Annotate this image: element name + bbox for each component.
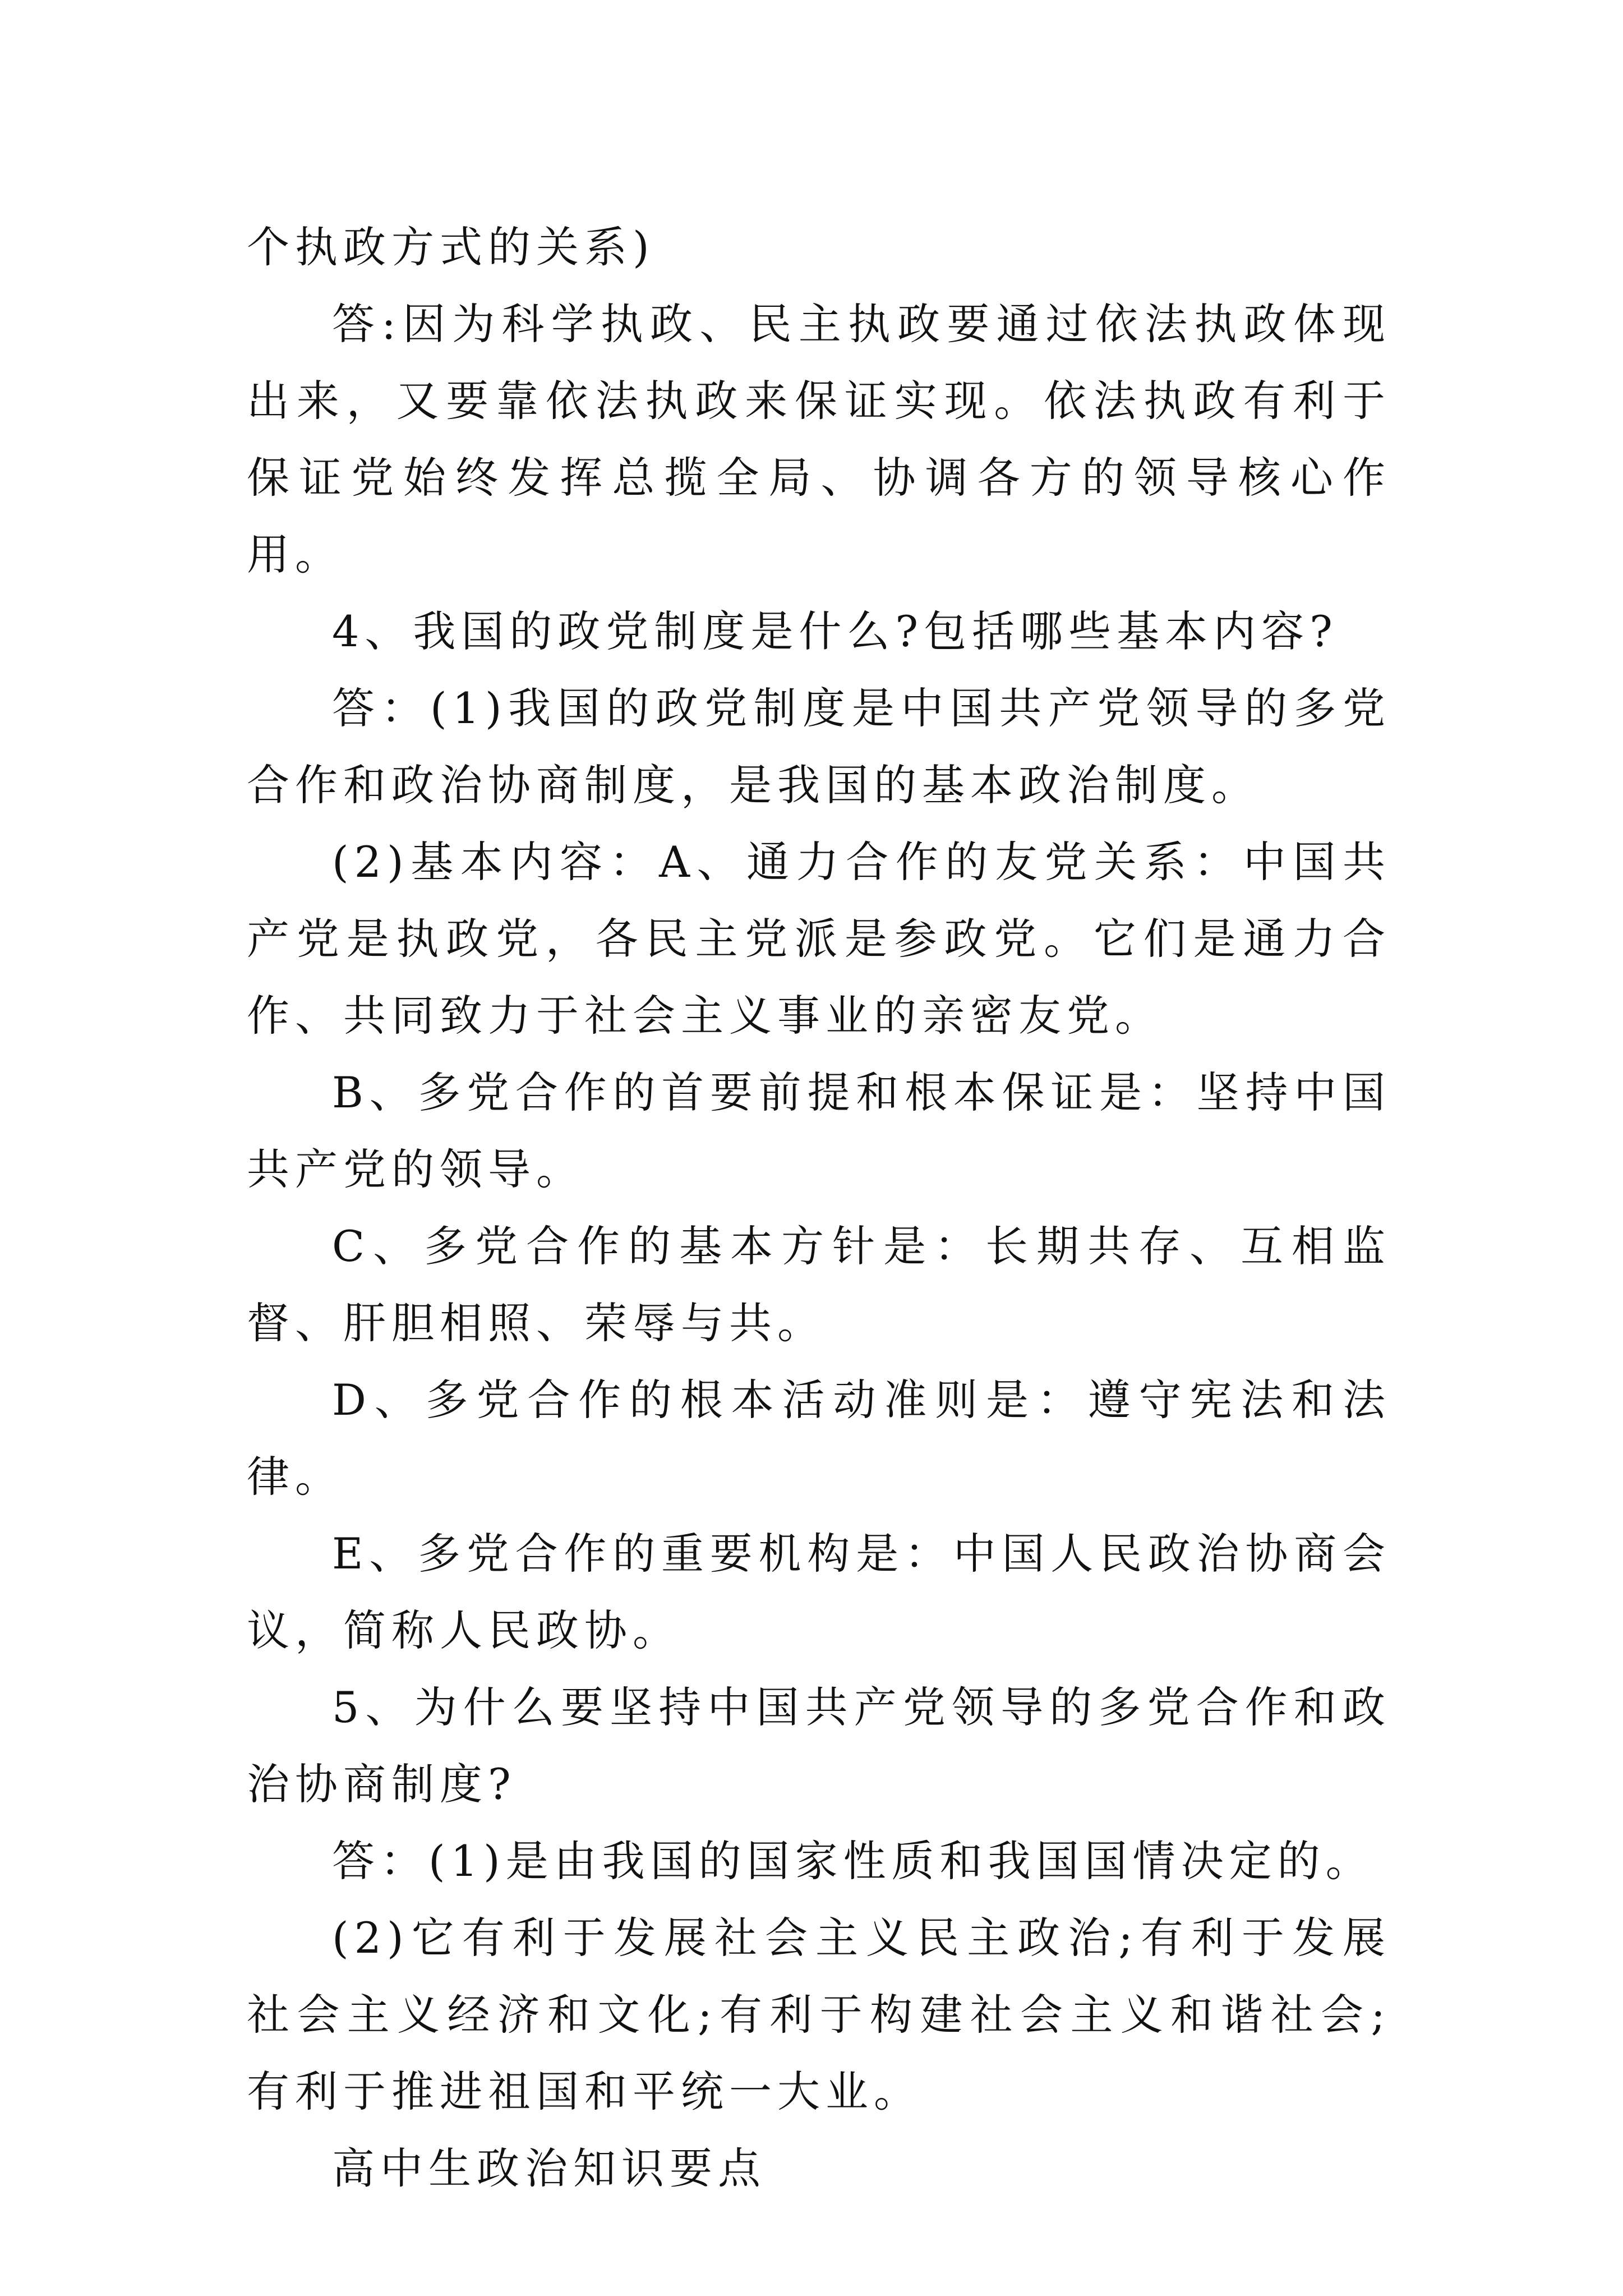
answer-4-item-c: C、多党合作的基本方针是：长期共存、互相监督、肝胆相照、荣辱与共。 (247, 1221, 1391, 1348)
document-body (247, 209, 1391, 2207)
answer-4-item-b: B、多党合作的首要前提和根本保证是：坚持中国共产党的领导。 (247, 1068, 1391, 1194)
question-4-heading: 4、我国的政党制度是什么?包括哪些基本内容? (332, 606, 1338, 656)
answer-4-item-e: E、多党合作的重要机构是：中国人民政治协商会议，简称人民政协。 (247, 1529, 1391, 1655)
answer-4-part-1: 答：(1)我国的政党制度是中国共产党领导的多党合作和政治协商制度，是我国的基本政治制度。 (247, 683, 1391, 810)
answer-3-paragraph: 答:因为科学执政、民主执政要通过依法执政体现出来，又要靠依法执政来保证实现。依法执政有利于保证党始终发挥总揽全局、协调各方的领导核心作用。 (247, 299, 1391, 579)
answer-4-part-2: (2)基本内容：A、通力合作的友党关系：中国共产党是执政党，各民主党派是参政党。它们是通力合作、共同致力于社会主义事业的亲密友党。 (247, 837, 1391, 1041)
answer-5-part-1: 答：(1)是由我国的国家性质和我国国情决定的。 (332, 1836, 1374, 1886)
answer-5-part-2: (2)它有利于发展社会主义民主政治;有利于发展社会主义经济和文化;有利于构建社会主义和谐社会;有利于推进祖国和平统一大业。 (247, 1913, 1391, 2116)
answer-4-item-d: D、多党合作的根本活动准则是：遵守宪法和法律。 (247, 1375, 1391, 1502)
paragraph-continuation: 个执政方式的关系) (247, 222, 655, 272)
question-5-heading: 5、为什么要坚持中国共产党领导的多党合作和政治协商制度? (247, 1682, 1391, 1809)
section-heading: 高中生政治知识要点 (332, 2143, 766, 2193)
